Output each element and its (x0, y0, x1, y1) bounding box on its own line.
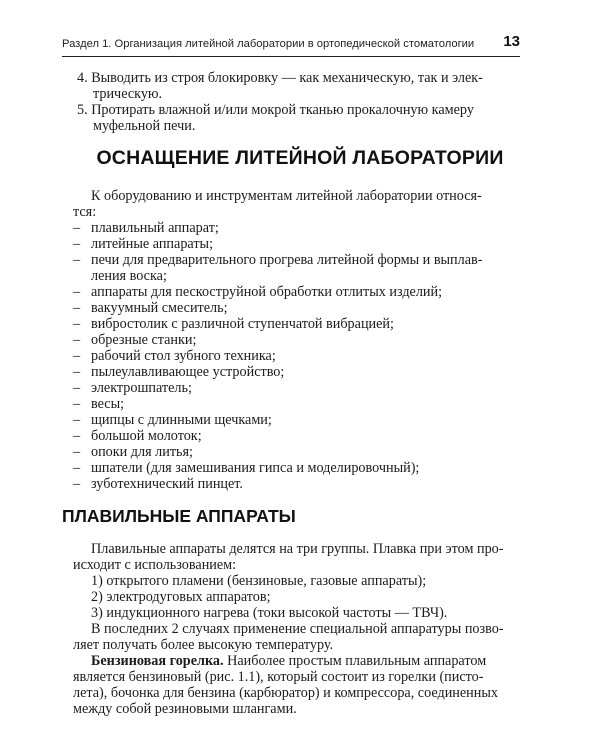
dash-marker: – (73, 220, 81, 236)
list-item-text: электрошпатель; (91, 380, 192, 396)
melting-para-3-line3: лета), бочонка для бензина (карбюратор) и компрессора, соединенных (73, 685, 498, 701)
melting-list-2: 2) электродуговых аппаратов; (91, 589, 271, 605)
dash-marker: – (73, 316, 81, 332)
equipment-intro-cont: тся: (73, 204, 97, 220)
list-item-text: вибростолик с различной ступенчатой вибрацией; (91, 316, 394, 332)
numbered-item-5-cont: муфельной печи. (93, 118, 196, 134)
list-item-text: аппараты для пескоструйной обработки отлитых изделий; (91, 284, 443, 300)
dash-marker: – (73, 460, 81, 476)
melting-para-1-cont: исходит с использованием: (73, 557, 237, 573)
list-item-text: пылеулавливающее устройство; (91, 364, 285, 380)
dash-marker: – (73, 476, 81, 492)
list-item-text: опоки для литья; (91, 444, 193, 460)
dash-marker: – (73, 412, 81, 428)
melting-para-1: Плавильные аппараты делятся на три группы. Плавка при этом про- (91, 541, 504, 557)
list-item-text: весы; (91, 396, 125, 412)
numbered-item-4: 4. Выводить из строя блокировку — как механическую, так и элек- (77, 70, 483, 86)
term-gasoline-burner: Бензиновая горелка. (91, 653, 224, 669)
list-item-text: обрезные станки; (91, 332, 197, 348)
dash-marker: – (73, 236, 81, 252)
list-item-text: ления воска; (91, 268, 167, 284)
melting-list-3: 3) индукционного нагрева (токи высокой частоты — ТВЧ). (91, 605, 448, 621)
list-item-text: вакуумный смеситель; (91, 300, 228, 316)
section-title-melting: ПЛАВИЛЬНЫЕ АППАРАТЫ (62, 506, 296, 526)
dash-marker: – (73, 380, 81, 396)
dash-marker: – (73, 252, 81, 268)
list-item-text: печи для предварительного прогрева литейной формы и выплав- (91, 252, 483, 268)
dash-marker: – (73, 332, 81, 348)
list-item-text: большой молоток; (91, 428, 202, 444)
numbered-item-4-cont: трическую. (93, 86, 163, 102)
melting-para-3-line2: является бензиновый (рис. 1.1), который состоит из горелки (писто- (73, 669, 484, 685)
melting-para-2-cont: ляет получать более высокую температуру. (73, 637, 334, 653)
dash-marker: – (73, 300, 81, 316)
melting-para-3-text: Наиболее простым плавильным аппаратом (223, 653, 487, 669)
dash-marker: – (73, 364, 81, 380)
list-item-text: плавильный аппарат; (91, 220, 219, 236)
numbered-item-5: 5. Протирать влажной и/или мокрой тканью прокалочную камеру (77, 102, 474, 118)
list-item-text: шпатели (для замешивания гипса и моделировочный); (91, 460, 420, 476)
list-item-text: рабочий стол зубного техника; (91, 348, 276, 364)
dash-marker: – (73, 284, 81, 300)
dash-marker: – (73, 348, 81, 364)
section-title-equipment: ОСНАЩЕНИЕ ЛИТЕЙНОЙ ЛАБОРАТОРИИ (96, 147, 504, 169)
equipment-intro: К оборудованию и инструментам литейной лаборатории относя- (91, 188, 482, 204)
dash-marker: – (73, 428, 81, 444)
page-number: 13 (503, 33, 520, 50)
list-item-text: литейные аппараты; (91, 236, 214, 252)
melting-para-2: В последних 2 случаях применение специальной аппаратуры позво- (91, 621, 504, 637)
running-title: Раздел 1. Организация литейной лаборатории в ортопедической стоматологии (62, 38, 475, 50)
melting-para-3-line4: между собой резиновыми шлангами. (73, 701, 297, 717)
dash-marker: – (73, 444, 81, 460)
melting-para-3 (91, 653, 486, 670)
dash-marker: – (73, 396, 81, 412)
melting-list-1: 1) открытого пламени (бензиновые, газовые аппараты); (91, 573, 427, 589)
list-item-text: щипцы с длинными щечками; (91, 412, 272, 428)
list-item-text: зуботехнический пинцет. (91, 476, 243, 492)
